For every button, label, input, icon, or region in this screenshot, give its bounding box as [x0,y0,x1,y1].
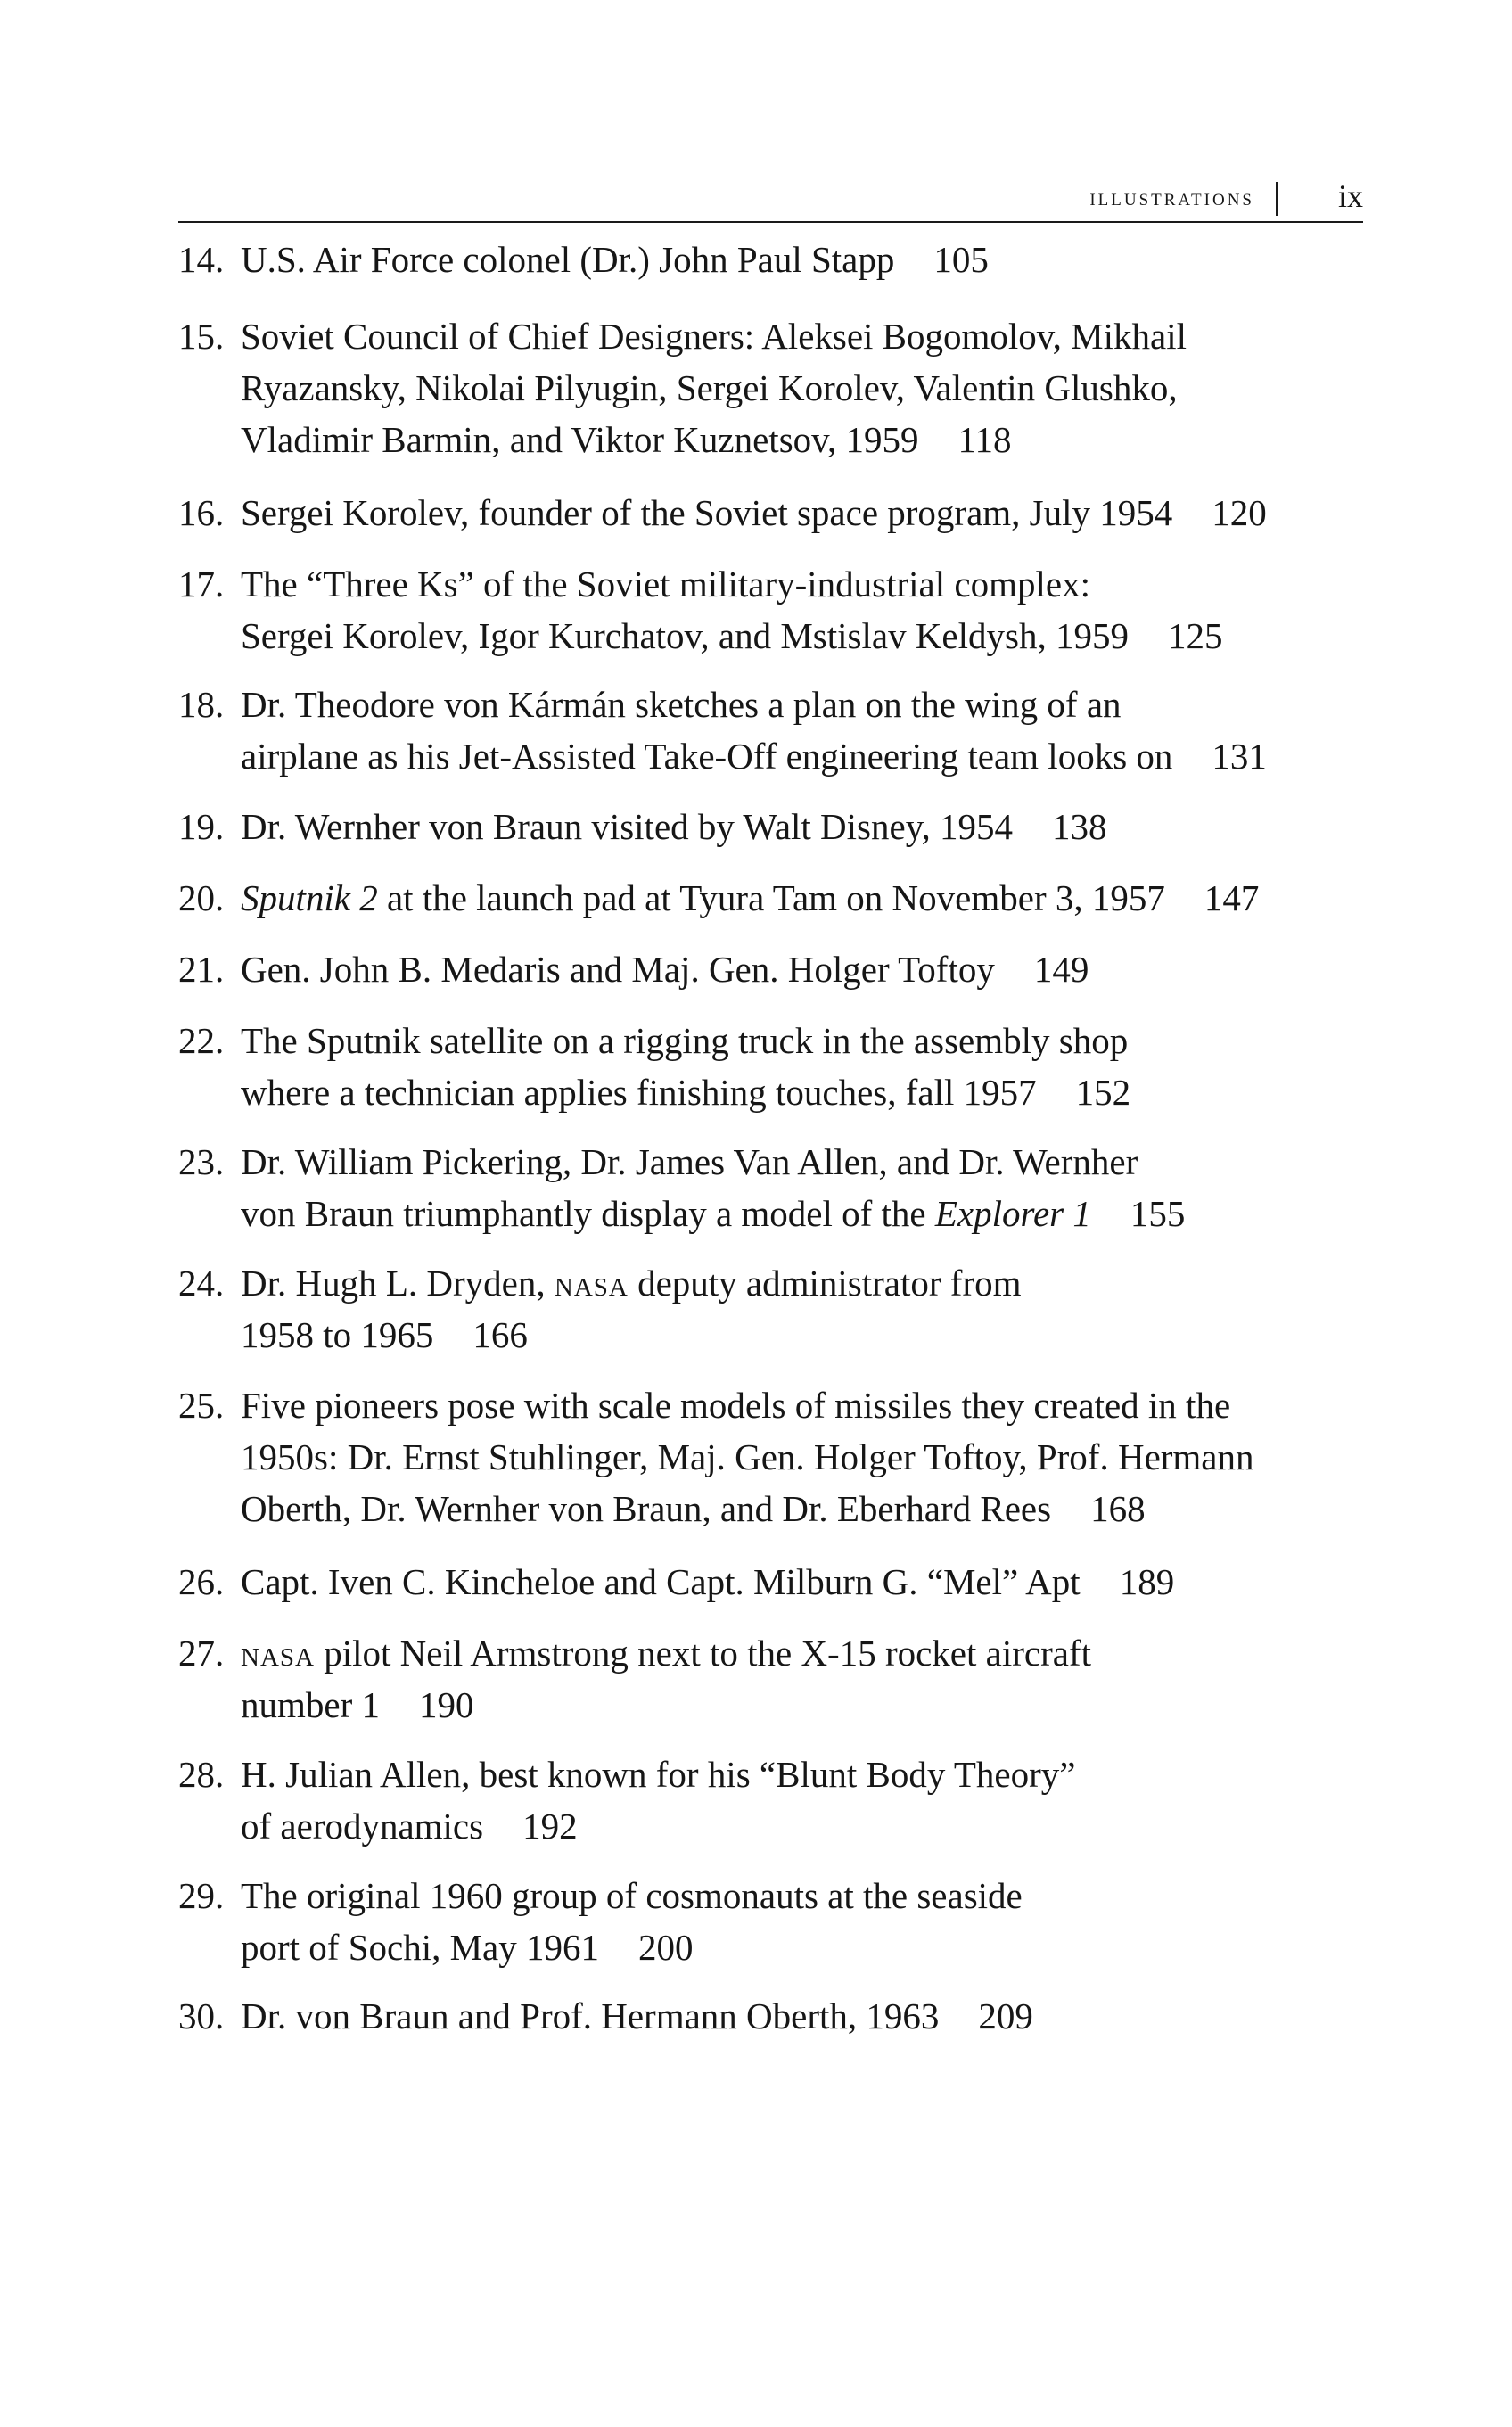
entry-number: 27. [178,1633,225,1674]
entry-caption-line: Sergei Korolev, Igor Kurchatov, and Mstislav Keldysh, 1959 [241,615,1129,656]
entry-number: 16. [178,492,225,533]
agency-acronym: nasa [554,1263,629,1304]
list-item [178,310,1373,465]
entry-title: Sputnik 2 [241,877,378,918]
entry-page: 200 [638,1927,694,1968]
list-item [178,679,1373,782]
entry-caption: Gen. John B. Medaris and Maj. Gen. Holger Toftoy [241,949,995,990]
entry-caption-line: Soviet Council of Chief Designers: Aleksei Bogomolov, Mikhail [241,316,1187,357]
list-item [178,1748,1373,1852]
entry-caption-line: deputy administrator from [628,1263,1022,1304]
entry-number: 28. [178,1754,225,1795]
entry-caption-line: Oberth, Dr. Wernher von Braun, and Dr. Eberhard Rees [241,1488,1052,1529]
entry-caption: Dr. Wernher von Braun visited by Walt Disney, 1954 [241,806,1014,847]
entry-number: 17. [178,564,225,605]
entry-caption-line: number 1 [241,1684,380,1725]
entry-caption-line: 1950s: Dr. Ernst Stuhlinger, Maj. Gen. Holger Toftoy, Prof. Hermann [241,1436,1254,1477]
entry-page: 152 [1075,1072,1131,1113]
entry-caption-line: Dr. William Pickering, Dr. James Van Allen, and Dr. Wernher [241,1141,1138,1182]
entry-caption-line: where a technician applies finishing touches, fall 1957 [241,1072,1037,1113]
entry-number: 30. [178,1995,225,2036]
entry-number: 29. [178,1875,225,1916]
list-item [178,1136,1373,1239]
entry-caption-line: Vladimir Barmin, and Viktor Kuznetsov, 1959 [241,419,919,460]
list-item [178,872,1373,924]
entry-caption-line: 1958 to 1965 [241,1314,434,1355]
entry-caption-line: port of Sochi, May 1961 [241,1927,599,1968]
list-item [178,1556,1373,1608]
entry-page: 125 [1167,615,1223,656]
entry-number: 24. [178,1263,225,1304]
entry-page: 190 [419,1684,474,1725]
entry-page: 189 [1119,1561,1175,1602]
entry-page: 155 [1130,1193,1186,1234]
running-head-section: illustrations [1089,184,1254,210]
entry-title: Explorer 1 [934,1193,1091,1234]
entry-caption-line: von Braun triumphantly display a model of the [241,1193,935,1234]
agency-acronym: nasa [241,1633,315,1674]
list-item [178,1015,1373,1118]
list-item [178,943,1373,995]
entry-caption-line: pilot Neil Armstrong next to the X-15 rocket aircraft [314,1633,1091,1674]
entry-number: 26. [178,1561,225,1602]
entry-caption: Sergei Korolev, founder of the Soviet space program, July 1954 [241,492,1173,533]
entry-caption-line: Dr. Hugh L. Dryden, [241,1263,555,1304]
list-item [178,234,1373,285]
entry-number: 22. [178,1020,225,1061]
running-head-divider [1276,182,1278,216]
entry-page: 168 [1090,1488,1146,1529]
entry-page: 131 [1212,736,1267,777]
entry-caption-line: of aerodynamics [241,1806,484,1847]
entry-caption-line: The original 1960 group of cosmonauts at the seaside [241,1875,1023,1916]
list-item [178,1257,1373,1361]
entry-number: 21. [178,949,225,990]
entry-caption-line: H. Julian Allen, best known for his “Blunt Body Theory” [241,1754,1076,1795]
page-number: ix [1337,178,1363,214]
entry-number: 14. [178,239,225,280]
running-head [178,178,1363,223]
entry-page: 166 [472,1314,528,1355]
list-item [178,1379,1373,1534]
entry-number: 23. [178,1141,225,1182]
entry-caption-line: airplane as his Jet-Assisted Take-Off engineering team looks on [241,736,1173,777]
list-item [178,801,1373,852]
entry-page: 105 [933,239,989,280]
entry-caption-line: Ryazansky, Nikolai Pilyugin, Sergei Korolev, Valentin Glushko, [241,367,1178,408]
entry-number: 25. [178,1385,225,1426]
list-item [178,1627,1373,1731]
entry-page: 118 [957,419,1012,460]
entry-caption: at the launch pad at Tyura Tam on November 3, 1957 [377,877,1165,918]
list-item [178,1870,1373,1973]
list-item [178,558,1373,662]
list-item [178,487,1373,539]
entry-caption-line: Dr. Theodore von Kármán sketches a plan on the wing of an [241,684,1122,725]
entry-caption-line: Five pioneers pose with scale models of missiles they created in the [241,1385,1231,1426]
entry-page: 149 [1033,949,1089,990]
entry-page: 209 [978,1995,1033,2036]
entry-number: 19. [178,806,225,847]
list-item [178,1990,1373,2042]
entry-number: 15. [178,316,225,357]
entry-page: 138 [1052,806,1107,847]
entry-page: 147 [1204,877,1260,918]
entry-page: 120 [1212,492,1267,533]
entry-caption-line: The Sputnik satellite on a rigging truck in the assembly shop [241,1020,1129,1061]
entry-number: 18. [178,684,225,725]
entry-number: 20. [178,877,225,918]
entry-page: 192 [522,1806,578,1847]
entry-caption-line: The “Three Ks” of the Soviet military-industrial complex: [241,564,1090,605]
entry-caption: U.S. Air Force colonel (Dr.) John Paul Stapp [241,239,895,280]
entry-caption: Dr. von Braun and Prof. Hermann Oberth, 1963 [241,1995,940,2036]
entry-caption: Capt. Iven C. Kincheloe and Capt. Milburn G. “Mel” Apt [241,1561,1081,1602]
